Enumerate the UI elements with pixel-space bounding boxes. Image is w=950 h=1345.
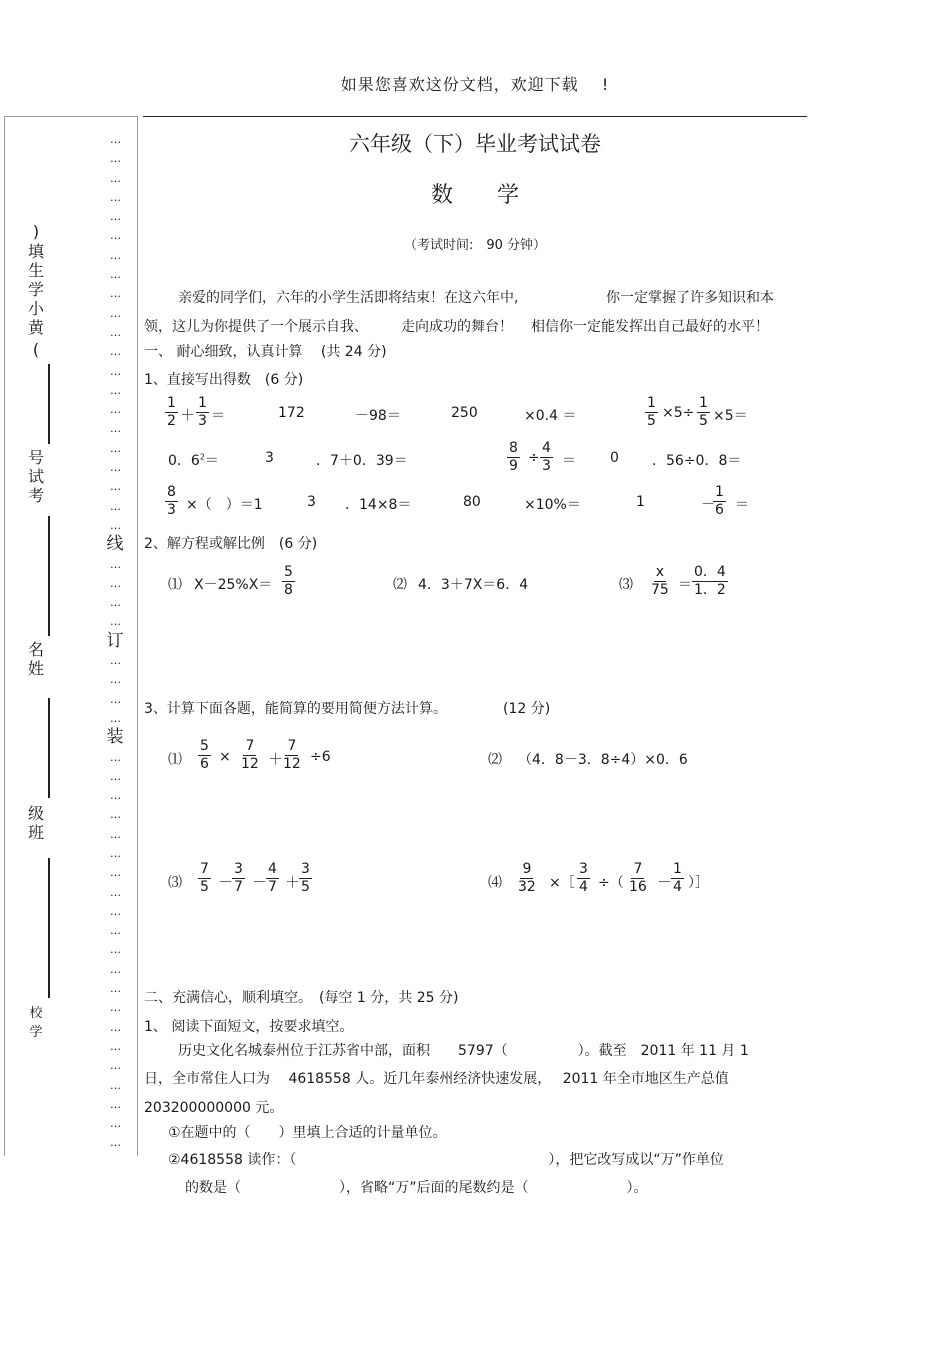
q1-r3-b1: 3 — [307, 494, 316, 510]
q3-heading: 3、计算下面各题，能简算的要用简便方法计算。 — [144, 701, 447, 717]
binding-field-name-hint — [26, 242, 46, 337]
header-rule — [143, 116, 807, 117]
binding-dot: … — [110, 229, 120, 243]
fraction: $\frac{1}{2}$ — [167, 395, 176, 429]
operator: ＋ — [180, 406, 196, 424]
binding-dot: … — [110, 1001, 120, 1015]
fraction: $\frac{x}{75}$ — [651, 564, 669, 598]
binding-mark: 装 — [106, 727, 124, 748]
binding-dot: … — [110, 383, 120, 397]
fraction: $\frac{0.4}{1.2}$ — [694, 564, 726, 598]
s2-para3: 203200000000 元。 — [144, 1100, 284, 1116]
q3-p4-tail: ）］ — [688, 875, 709, 891]
intro-line1a: 亲爱的同学们，六年的小学生活即将结束！在这六年中, — [178, 290, 519, 306]
binding-dot: … — [110, 152, 120, 166]
equals: ＝ — [211, 408, 225, 424]
binding-char: 号 — [27, 448, 44, 467]
binding-dot: … — [110, 1078, 120, 1092]
operator: ÷ — [528, 450, 540, 466]
q3-p1-label: ⑴ — [168, 752, 182, 768]
binding-dot: … — [110, 1059, 120, 1073]
binding-dot: … — [110, 1136, 120, 1150]
fraction: $\frac{1}{5}$ — [699, 395, 708, 429]
binding-dot: … — [110, 190, 120, 204]
binding-dot: … — [110, 461, 120, 475]
operator: ×［ — [549, 875, 575, 891]
binding-char: 小 — [27, 299, 44, 318]
intro-line2b: 走向成功的舞台！ — [401, 319, 513, 335]
intro-line2a: 领，这儿为你提供了一个展示自我、 — [144, 319, 368, 335]
binding-dot: … — [110, 306, 120, 320]
section2-heading: 二、充满信心，顺利填空。 (每空 1 分，共 25 分) — [144, 990, 459, 1006]
binding-char: 学 — [29, 1025, 43, 1040]
binding-field-exam-no — [26, 448, 46, 505]
exam-title: 六年级（下）毕业考试试卷 — [349, 132, 601, 156]
fraction: $\frac{1}{4}$ — [673, 861, 682, 895]
fraction: $\frac{4}{7}$ — [268, 861, 277, 895]
binding-close-paren: ( — [32, 340, 40, 359]
operator: － — [218, 873, 234, 891]
s2-para1: 历史文化名城泰州位于江苏省中部，面积 5797（ ）。截至 2011 年 11 月 1 — [178, 1043, 749, 1059]
fraction: $\frac{4}{3}$ — [542, 440, 551, 474]
q3-p2-label: ⑵ — [488, 752, 502, 768]
q2-heading: 2、解方程或解比例 (6 分) — [144, 536, 318, 552]
s2-sub2: ②4618558 读作：（ ），把它改写成以“万”作单位 — [168, 1152, 724, 1168]
binding-dot: … — [110, 750, 120, 764]
q3-p2-expr: （4．8－3．8÷4）×0．6 — [518, 752, 688, 768]
binding-dot: … — [110, 499, 120, 513]
q2-p1-label: ⑴ — [168, 577, 182, 593]
binding-dots — [106, 130, 124, 1153]
q1-r2-d1: 0 — [610, 450, 619, 466]
operator: － — [657, 873, 673, 891]
q2-p2-label: ⑵ — [393, 577, 407, 593]
operator: － — [252, 873, 268, 891]
binding-dot: … — [110, 287, 120, 301]
binding-dot: … — [110, 171, 120, 185]
binding-dot: … — [110, 403, 120, 417]
q1-r1-c1: 250 — [451, 405, 478, 421]
binding-dot: … — [110, 615, 120, 629]
binding-dot: … — [110, 904, 120, 918]
q1-r2-b1: 3 — [265, 450, 274, 466]
q3-p4-label: ⑷ — [488, 875, 502, 891]
binding-dot: … — [110, 364, 120, 378]
binding-rule-2 — [48, 516, 50, 636]
binding-char: 学 — [27, 280, 44, 299]
binding-mark: 线 — [106, 534, 124, 555]
binding-dot: … — [110, 210, 120, 224]
exam-time: （考试时间: 90 分钟） — [403, 238, 547, 253]
binding-dot: … — [110, 692, 120, 706]
q2-p1-expr: X－25%X＝ — [194, 577, 273, 593]
q3-score: (12 分) — [503, 701, 551, 717]
binding-dot: … — [110, 441, 120, 455]
binding-char: 黄 — [27, 318, 44, 337]
q2-p2-expr: 4．3＋7X＝6．4 — [418, 577, 529, 593]
fraction: $\frac{8}{9}$ — [509, 440, 518, 474]
equals: ＝ — [562, 453, 576, 469]
binding-dot: … — [110, 248, 120, 262]
q1-r3-d1: 1 — [636, 494, 645, 510]
intro-line1b: 你一定掌握了许多知识和本 — [606, 290, 774, 306]
binding-dot: … — [110, 885, 120, 899]
binding-dot: … — [110, 827, 120, 841]
margin-right-line — [137, 116, 138, 1156]
intro-line2c: 相信你一定能发挥出自己最好的水平！ — [531, 319, 769, 335]
q1-r3-b2: ．14×8＝ — [345, 497, 412, 513]
binding-rule-4 — [48, 858, 50, 998]
binding-mark: 订 — [106, 630, 124, 651]
binding-char: 名 — [27, 640, 44, 659]
binding-rule-3 — [48, 698, 50, 798]
binding-dot: … — [110, 1039, 120, 1053]
fraction: $\frac{5}{6}$ — [200, 738, 209, 772]
binding-rule-1 — [48, 364, 50, 444]
q1-r2-d2: ．56÷0．8＝ — [652, 453, 742, 469]
fraction: $\frac{1}{3}$ — [198, 395, 207, 429]
binding-dot: … — [110, 962, 120, 976]
binding-dot: … — [110, 1117, 120, 1131]
binding-dot: … — [110, 557, 120, 571]
binding-dot: … — [110, 789, 120, 803]
binding-dot: … — [110, 808, 120, 822]
binding-char: 生 — [27, 261, 44, 280]
binding-dot: … — [110, 846, 120, 860]
q1-r3-d2: － — [701, 497, 715, 513]
binding-dot: … — [110, 345, 120, 359]
binding-dot: … — [110, 518, 120, 532]
q1-heading: 1、直接写出得数 (6 分) — [144, 372, 304, 388]
operator: × — [219, 749, 231, 765]
binding-dot: … — [110, 1097, 120, 1111]
q1-r1-c2: ×0.4 ＝ — [524, 408, 577, 424]
s2-sub3: 的数是（ ），省略“万”后面的尾数约是（ ）。 — [185, 1180, 648, 1196]
fraction: $\frac{7}{16}$ — [629, 861, 647, 895]
q1-r1-b2: －98＝ — [355, 408, 401, 424]
fraction: $\frac{9}{32}$ — [518, 861, 536, 895]
fraction: $\frac{7}{12}$ — [283, 738, 301, 772]
binding-char: 级 — [27, 804, 44, 823]
binding-dot: … — [110, 673, 120, 687]
binding-field-school — [26, 1004, 46, 1042]
binding-char: 校 — [29, 1006, 43, 1021]
fraction: $\frac{7}{5}$ — [200, 861, 209, 895]
binding-field-class — [26, 804, 46, 842]
operator: ＋ — [285, 873, 301, 891]
binding-dot: … — [110, 422, 120, 436]
section1-heading: 一、 耐心细致，认真计算 (共 24 分) — [144, 344, 387, 360]
s2-para2: 日，全市常住人口为 4618558 人。近几年泰州经济快速发展， 2011 年全市地区生产总值 — [144, 1071, 729, 1087]
q1-r1-b1: 172 — [278, 405, 305, 421]
s2-q1-heading: 1、 阅读下面短文，按要求填空。 — [144, 1019, 354, 1035]
binding-char: 班 — [27, 823, 44, 842]
binding-dot: … — [110, 711, 120, 725]
binding-dot: … — [110, 866, 120, 880]
equals: ＝ — [678, 577, 692, 593]
fraction: $\frac{1}{6}$ — [715, 484, 724, 518]
fraction: $\frac{7}{12}$ — [241, 738, 259, 772]
binding-dot: … — [110, 576, 120, 590]
equals: ＝ — [735, 497, 749, 513]
q2-p3-label: ⑶ — [619, 577, 633, 593]
fraction: $\frac{5}{8}$ — [284, 564, 293, 598]
operator: ＋ — [268, 750, 284, 768]
fraction: $\frac{1}{5}$ — [647, 395, 656, 429]
s2-sub1: ①在题中的（ ）里填上合适的计量单位。 — [168, 1125, 447, 1141]
binding-field-name — [26, 640, 46, 678]
binding-char: 姓 — [27, 659, 44, 678]
binding-dot: … — [110, 325, 120, 339]
binding-dot: … — [110, 924, 120, 938]
binding-dot: … — [110, 769, 120, 783]
binding-open-paren: ) — [32, 222, 40, 241]
q1-r1-d-tail: ×5＝ — [713, 408, 748, 424]
binding-char: 填 — [27, 242, 44, 261]
operator: ÷（ — [598, 875, 624, 891]
fraction: $\frac{3}{5}$ — [301, 861, 310, 895]
fraction: $\frac{8}{3}$ — [167, 484, 176, 518]
fraction: $\frac{3}{7}$ — [234, 861, 243, 895]
q3-p3-label: ⑶ — [168, 875, 182, 891]
margin-left-line — [4, 116, 5, 1156]
binding-dot: … — [110, 654, 120, 668]
margin-top-line — [4, 116, 137, 117]
binding-dot: … — [110, 480, 120, 494]
binding-char: 考 — [27, 486, 44, 505]
binding-dot: … — [110, 133, 120, 146]
q1-r2-b2: ．7＋0．39＝ — [316, 453, 408, 469]
binding-dot: … — [110, 596, 120, 610]
q1-r3-c1: 80 — [463, 494, 481, 510]
q1-r1-d-mid: ×5÷ — [662, 405, 695, 421]
fraction: $\frac{3}{4}$ — [579, 861, 588, 895]
q1-r3-c2: ×10%＝ — [524, 497, 581, 513]
binding-char: 试 — [27, 467, 44, 486]
binding-dot: … — [110, 1020, 120, 1034]
exam-subject: 数学 — [430, 183, 563, 208]
binding-dot: … — [110, 943, 120, 957]
q3-p1-tail: ÷6 — [310, 749, 331, 765]
binding-dot: … — [110, 982, 120, 996]
binding-dot: … — [110, 268, 120, 282]
q1-r3-a-tail: ×（ ）＝1 — [186, 497, 263, 513]
q1-r2-a: 0．$6^2=$ — [168, 452, 219, 469]
download-note: 如果您喜欢这份文档，欢迎下载 ! — [340, 75, 610, 94]
